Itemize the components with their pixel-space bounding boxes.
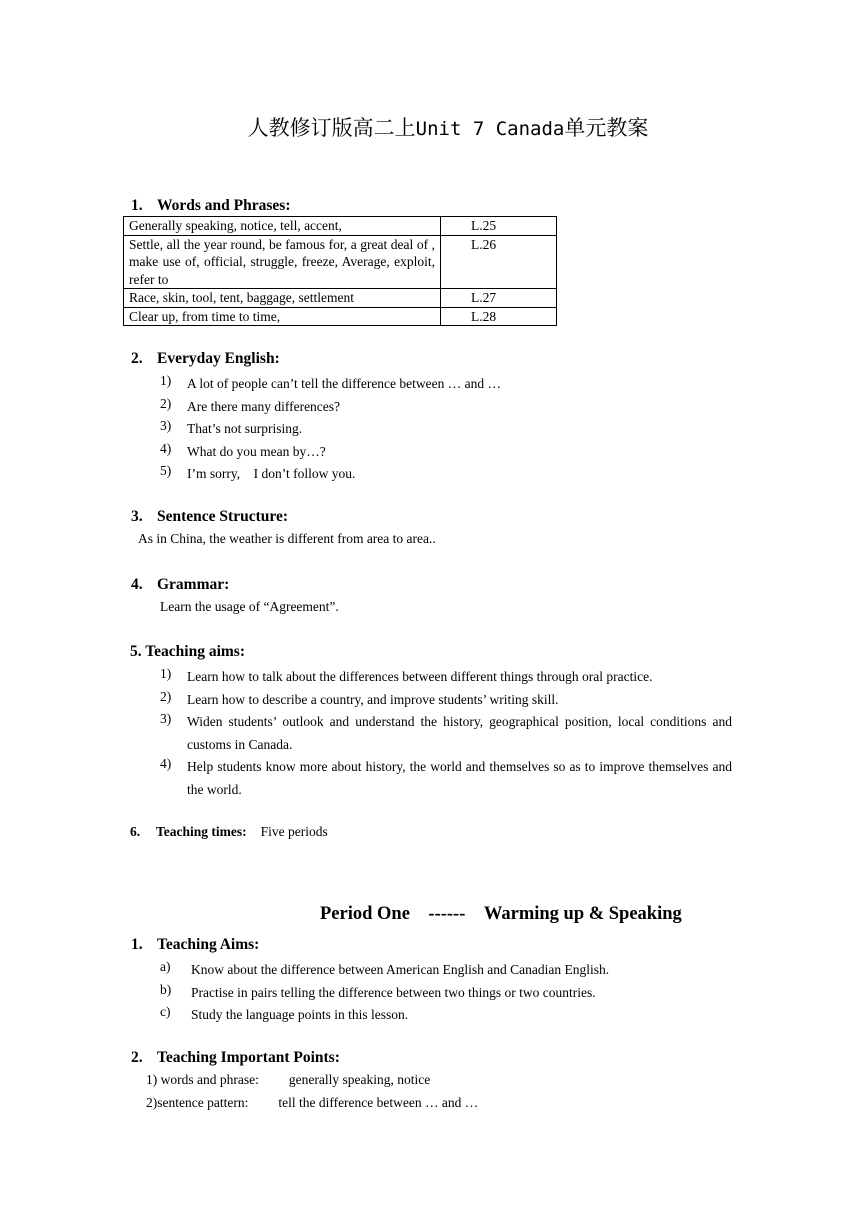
list-item: 1) Learn how to talk about the differences between different things through oral practice. [160, 666, 653, 684]
list-item: 2) Are there many differences? [160, 396, 341, 414]
period-aims-heading: 1. Teaching Aims: [131, 936, 260, 953]
list-item: 4) What do you mean by…? [160, 441, 326, 459]
section-grammar-heading: 4. Grammar: [131, 576, 230, 593]
list-item: 3) Widen students’ outlook and understand the history, geographical position, local conditions and customs in Canada. [160, 711, 732, 752]
table-row: Settle, all the year round, be famous for, a great deal of , make use of, official, struggle, freeze, Average, exploit, refer to L.26 [124, 235, 557, 289]
table-row: Clear up, from time to time, L.28 [124, 307, 557, 326]
important-point-line: 1) words and phrase: generally speaking, notice [146, 1072, 431, 1087]
list-item: c) Study the language points in this lesson. [160, 1004, 409, 1022]
list-item: a) Know about the difference between American English and Canadian English. [160, 959, 610, 977]
page-title: 人教修订版高二上Unit 7 Canada单元教案 [247, 116, 649, 140]
section-sentence-heading: 3. Sentence Structure: [131, 508, 289, 525]
grammar-text: Learn the usage of “Agreement”. [160, 599, 339, 614]
sentence-structure-text: As in China, the weather is different from area to area.. [138, 531, 436, 546]
period-heading: Period One ------ Warming up & Speaking [320, 904, 682, 924]
important-point-line: 2)sentence pattern: tell the difference between … and … [146, 1095, 479, 1110]
section-times: 6. Teaching times: Five periods [130, 824, 328, 839]
words-table [123, 216, 557, 326]
list-item: 4) Help students know more about history, the world and themselves so as to improve themselves and the world. [160, 756, 732, 797]
list-item: 2) Learn how to describe a country, and improve students’ writing skill. [160, 689, 559, 707]
section-aims-heading: 5. Teaching aims: [130, 643, 245, 660]
list-item: 5) I’m sorry, I don’t follow you. [160, 463, 356, 481]
section-everyday-heading: 2. Everyday English: [131, 350, 280, 367]
list-item: 1) A lot of people can’t tell the difference between … and … [160, 373, 502, 391]
section-words-heading: 1. Words and Phrases: [131, 197, 291, 214]
list-item: 3) That’s not surprising. [160, 418, 303, 436]
list-item: b) Practise in pairs telling the difference between two things or two countries. [160, 982, 596, 1000]
table-row: Generally speaking, notice, tell, accent, L.25 [124, 217, 557, 236]
table-row: Race, skin, tool, tent, baggage, settlement L.27 [124, 289, 557, 308]
important-points-heading: 2. Teaching Important Points: [131, 1049, 340, 1066]
